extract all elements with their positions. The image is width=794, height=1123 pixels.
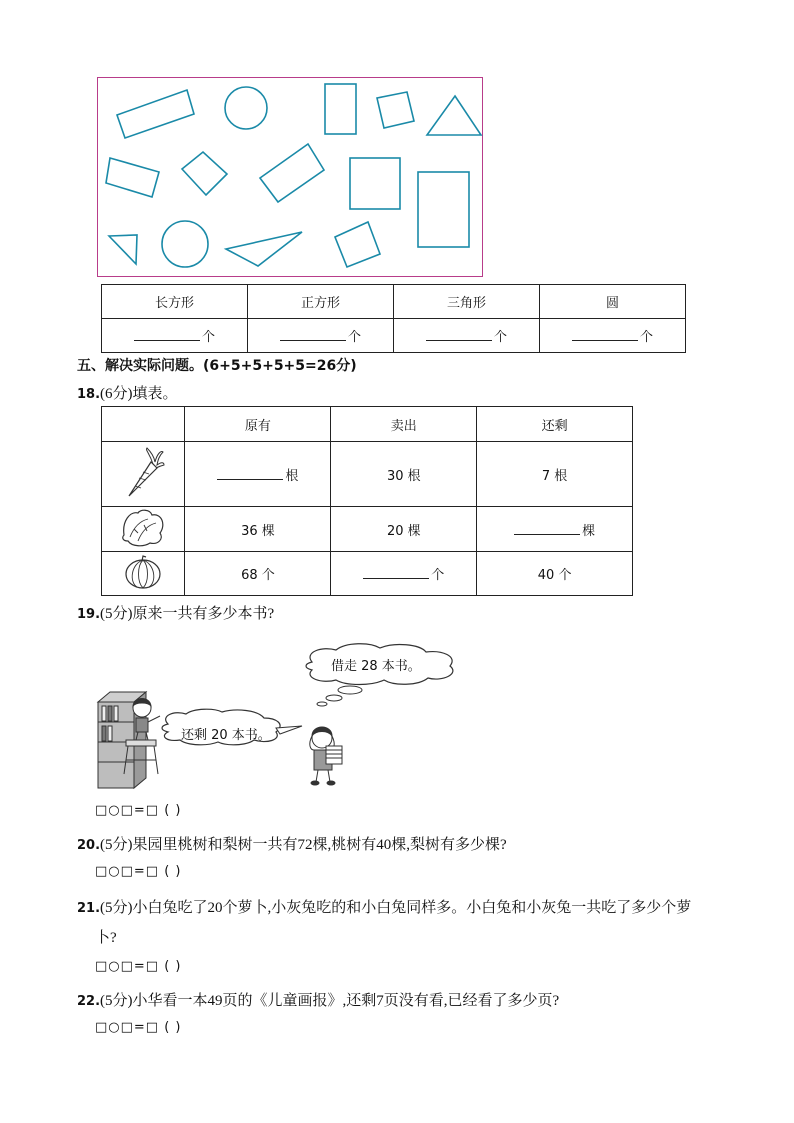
square-count-cell[interactable]: 个 xyxy=(248,319,394,353)
pumpkin-left-cell: 40 个 xyxy=(477,552,633,596)
header-original: 原有 xyxy=(185,407,331,442)
header-circle: 圆 xyxy=(540,285,686,319)
corner-cell xyxy=(102,407,185,442)
bubble-text-borrowed: 借走 28 本书。 xyxy=(331,659,421,674)
answer-blank[interactable] xyxy=(572,328,638,341)
rectangle-shape xyxy=(260,144,324,202)
answer-blank[interactable] xyxy=(280,328,346,341)
question-21-line2: 卜? xyxy=(95,930,117,946)
carrot-icon xyxy=(102,442,185,507)
answer-blank[interactable] xyxy=(426,328,492,341)
question-22: 22.(5分)小华看一本49页的《儿童画报》,还剩7页没有看,已经看了多少页? xyxy=(77,993,560,1009)
header-sold: 卖出 xyxy=(331,407,477,442)
answer-line-22[interactable]: □○□=□ ( ) xyxy=(95,1020,182,1035)
pumpkin-icon xyxy=(102,552,185,596)
circle-shape xyxy=(162,221,208,267)
square-shape xyxy=(182,152,227,195)
rectangle-count-cell[interactable]: 个 xyxy=(102,319,248,353)
answer-blank[interactable] xyxy=(134,328,200,341)
carrot-sold-cell: 30 根 xyxy=(331,442,477,507)
answer-blank[interactable] xyxy=(363,566,429,579)
carrot-left-cell: 7 根 xyxy=(477,442,633,507)
shapes-canvas xyxy=(98,78,484,278)
bubble-text-remaining: 还剩 20 本书。 xyxy=(181,728,271,743)
header-square: 正方形 xyxy=(248,285,394,319)
girl-on-stool xyxy=(133,699,160,741)
answer-blank[interactable] xyxy=(217,467,283,480)
triangle-shape xyxy=(427,96,481,135)
answer-line-21[interactable]: □○□=□ ( ) xyxy=(95,959,182,974)
shape-count-table xyxy=(101,284,686,353)
cabbage-original-cell: 36 棵 xyxy=(185,507,331,552)
pumpkin-original-cell: 68 个 xyxy=(185,552,331,596)
triangle-shape xyxy=(226,232,302,266)
rectangle-shape xyxy=(325,84,356,134)
answer-line-20[interactable]: □○□=□ ( ) xyxy=(95,864,182,879)
triangle-shape xyxy=(109,235,137,264)
square-shape xyxy=(350,158,400,209)
header-left: 还剩 xyxy=(477,407,633,442)
pumpkin-sold-cell[interactable]: 个 xyxy=(331,552,477,596)
question-18: 18.(6分)填表。 xyxy=(77,386,178,402)
answer-blank[interactable] xyxy=(514,522,580,535)
sales-table xyxy=(101,406,633,596)
square-shape xyxy=(377,92,414,128)
triangle-count-cell[interactable]: 个 xyxy=(394,319,540,353)
circle-shape xyxy=(225,87,267,129)
circle-count-cell[interactable]: 个 xyxy=(540,319,686,353)
rectangle-shape xyxy=(418,172,469,247)
shapes-figure xyxy=(97,77,483,277)
question-21: 21.(5分)小白兔吃了20个萝卜,小灰兔吃的和小白兔同样多。小白兔和小灰兔一共吃了多少个萝 xyxy=(77,900,692,916)
header-triangle: 三角形 xyxy=(394,285,540,319)
girl-with-books xyxy=(310,727,342,785)
header-rectangle: 长方形 xyxy=(102,285,248,319)
rectangle-shape xyxy=(117,90,194,138)
question-19: 19.(5分)原来一共有多少本书? xyxy=(77,606,275,622)
rectangle-shape xyxy=(106,158,159,197)
carrot-original-cell[interactable]: 根 xyxy=(185,442,331,507)
speech-bubble-top xyxy=(306,644,453,706)
question-20: 20.(5分)果园里桃树和梨树一共有72棵,桃树有40棵,梨树有多少棵? xyxy=(77,837,507,853)
cabbage-icon xyxy=(102,507,185,552)
square-shape xyxy=(335,222,380,267)
answer-line-19[interactable]: □○□=□ ( ) xyxy=(95,803,182,818)
section-title: 五、解决实际问题。(6+5+5+5+5=26分) xyxy=(77,358,357,374)
cabbage-left-cell[interactable]: 棵 xyxy=(477,507,633,552)
cabbage-sold-cell: 20 棵 xyxy=(331,507,477,552)
